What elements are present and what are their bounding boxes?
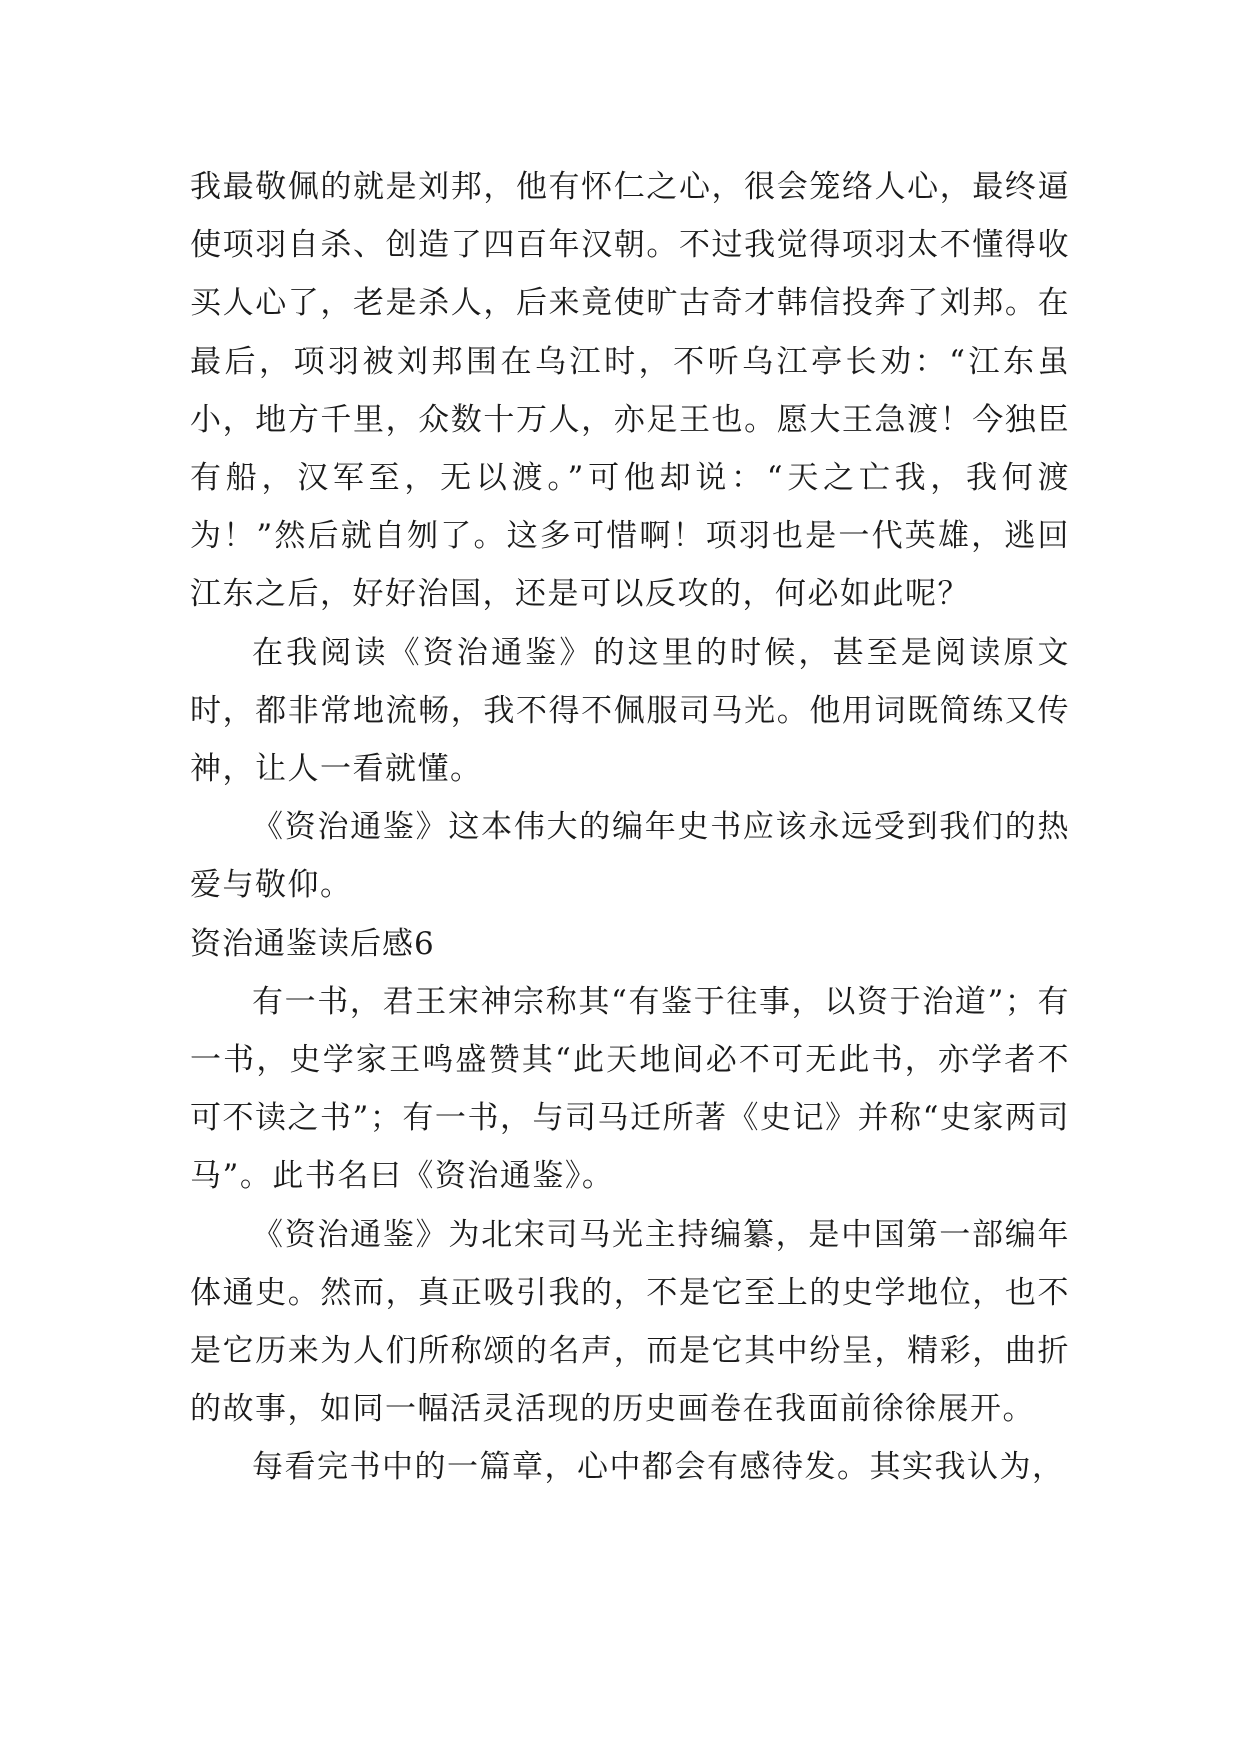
paragraph-book-praise: 有一书，君王宋神宗称其“有鉴于往事，以资于治道”；有一书，史学家王鸣盛赞其“此天地间必不可无此书，亦学者不可不读之书”；有一书，与司马迁所著《史记》并称“史家两司马”。此书名曰《资治通鉴》。 — [190, 983, 1070, 1195]
section-title: 资治通鉴读后感6 — [190, 925, 435, 962]
paragraph-admiration: 《资治通鉴》这本伟大的编年史书应该永远受到我们的热爱与敬仰。 — [190, 809, 1070, 904]
paragraph-liu-bang-xiang-yu: 我最敬佩的就是刘邦，他有怀仁之心，很会笼络人心，最终逼使项羽自杀、创造了四百年汉朝。不过我觉得项羽太不懂得收买人心了，老是杀人，后来竟使旷古奇才韩信投奔了刘邦。在最后，项羽被刘邦围在乌江时，不听乌江亭长劝：“江东虽小，地方千里，众数十万人，亦足王也。愿大王急渡！今独臣有船，汉军至，无以渡。”可他却说：“天之亡我，我何渡为！”然后就自刎了。这多可惜啊！项羽也是一代英雄，逃回江东之后，好好治国，还是可以反攻的，何必如此呢？ — [190, 169, 1070, 613]
paragraph-reading-experience: 在我阅读《资治通鉴》的这里的时候，甚至是阅读原文时，都非常地流畅，我不得不佩服司马光。他用词既简练又传神，让人一看就懂。 — [190, 634, 1070, 788]
paragraph-feelings: 每看完书中的一篇章，心中都会有感待发。其实我认为， — [252, 1449, 1065, 1486]
paragraph-book-intro: 《资治通鉴》为北宋司马光主持编纂，是中国第一部编年体通史。然而，真正吸引我的，不是它至上的史学地位，也不是它历来为人们所称颂的名声，而是它其中纷呈，精彩，曲折的故事，如同一幅活灵活现的历史画卷在我面前徐徐展开。 — [190, 1216, 1070, 1428]
document-body — [190, 158, 1070, 1497]
